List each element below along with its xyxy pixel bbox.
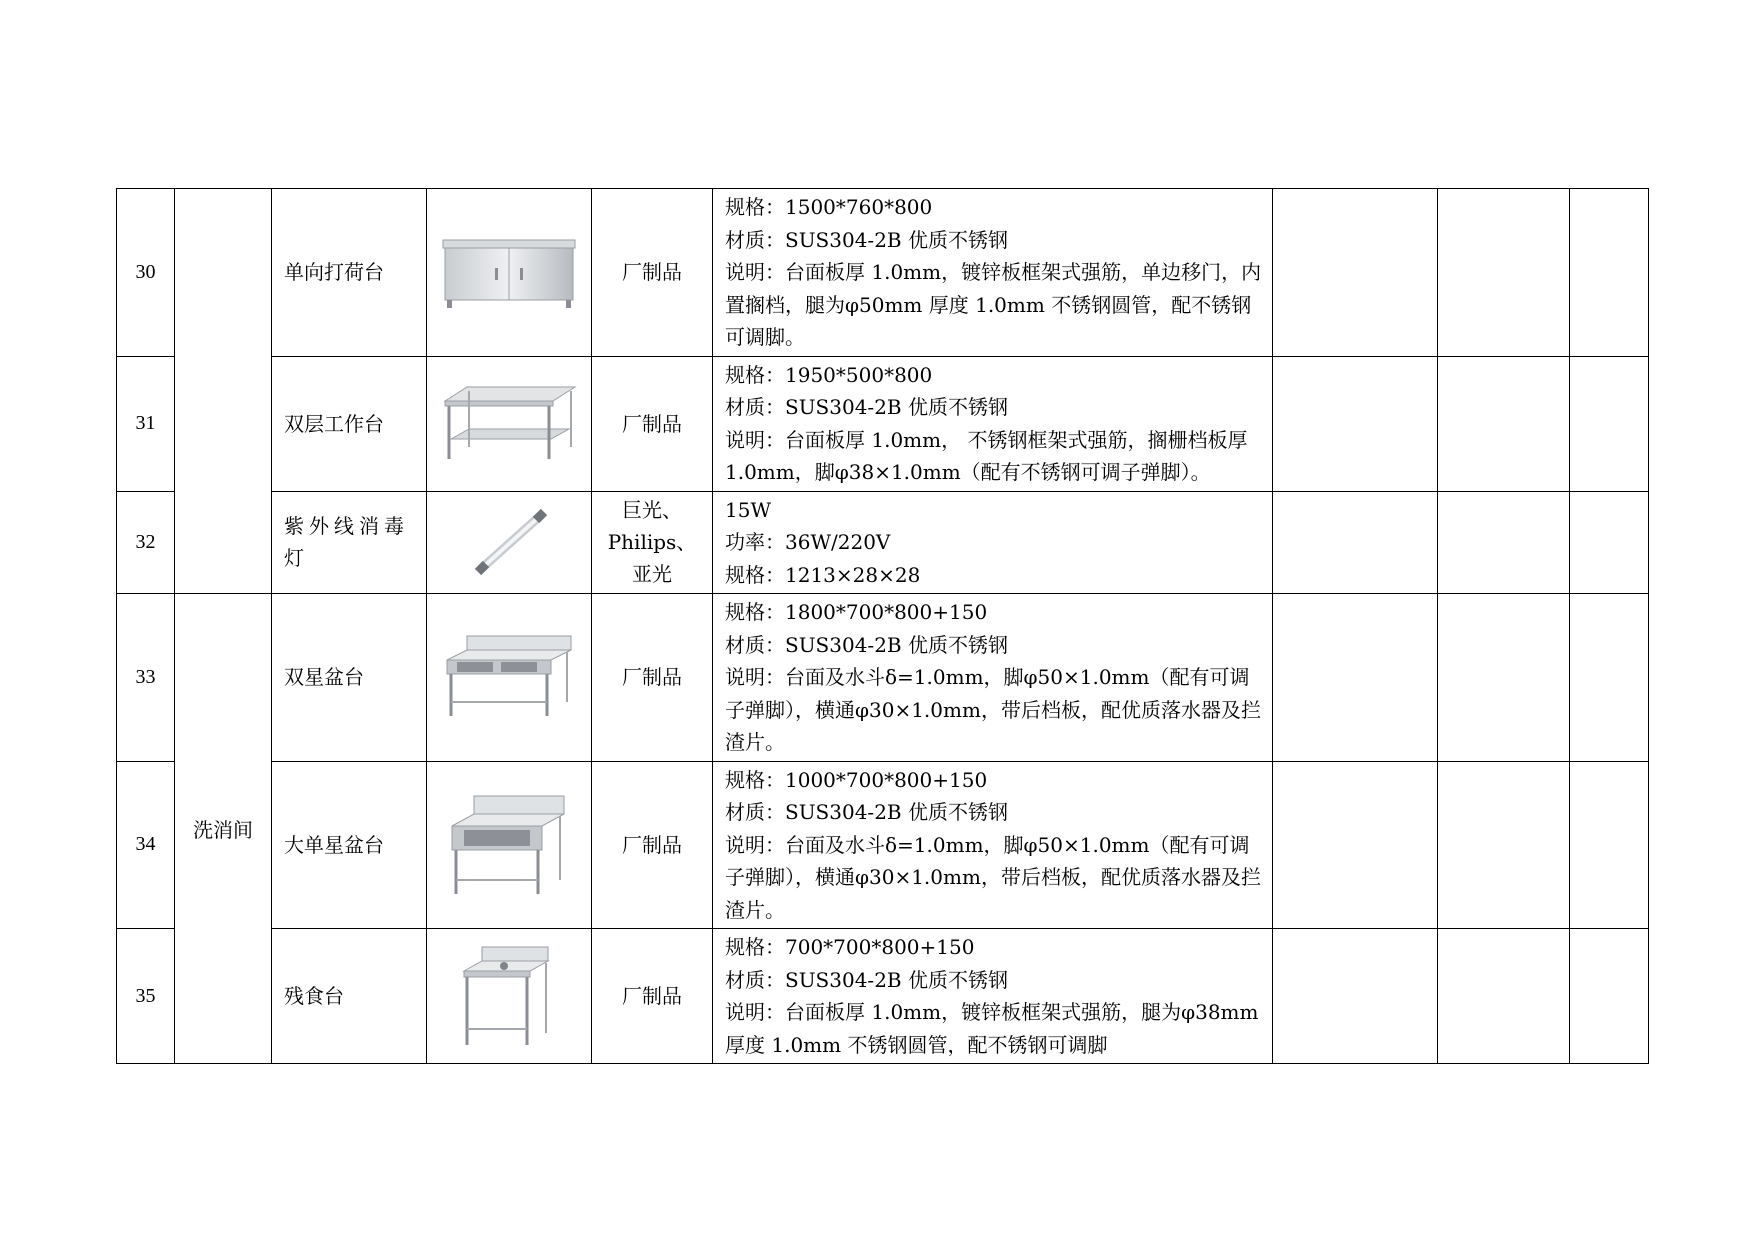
item-description xyxy=(713,929,1273,1064)
item-brand: 厂制品 xyxy=(592,594,713,762)
item-description xyxy=(713,189,1273,357)
item-description xyxy=(713,491,1273,594)
power-line: 功率：36W/220V xyxy=(725,530,891,554)
cabinet-worktable-icon xyxy=(439,232,579,312)
item-brand: 厂制品 xyxy=(592,761,713,929)
area-label: 洗消间 xyxy=(175,594,272,1064)
empty-cell xyxy=(1570,491,1649,594)
item-description xyxy=(713,761,1273,929)
empty-cell xyxy=(1273,761,1438,929)
row-number: 35 xyxy=(117,929,175,1064)
row-number: 31 xyxy=(117,356,175,491)
table-row xyxy=(117,929,1649,1064)
empty-cell xyxy=(1273,356,1438,491)
table-row xyxy=(117,594,1649,762)
table-row xyxy=(117,189,1649,357)
area-cell-empty xyxy=(175,189,272,594)
empty-cell xyxy=(1438,491,1570,594)
item-name: 残食台 xyxy=(272,929,427,1064)
uv-lamp-icon xyxy=(464,502,554,582)
empty-cell xyxy=(1273,929,1438,1064)
single-sink-icon xyxy=(444,790,574,900)
spec-line: 规格：1950*500*800 xyxy=(725,362,933,387)
spec-line: 规格：1500*760*800 xyxy=(725,195,933,219)
material-line: 材质：SUS304-2B 优质不锈钢 xyxy=(725,800,1008,824)
table-row xyxy=(117,356,1649,491)
row-number: 33 xyxy=(117,594,175,762)
note-line: 说明：台面及水斗δ=1.0mm，脚φ50×1.0mm（配有可调子弹脚），横通φ30×1.0mm，带后档板，配优质落水器及拦渣片。 xyxy=(725,832,1261,922)
spec-line: 规格：1000*700*800+150 xyxy=(725,767,988,792)
table-row xyxy=(117,761,1649,929)
material-line: 材质：SUS304-2B 优质不锈钢 xyxy=(725,395,1008,419)
item-name: 双星盆台 xyxy=(272,594,427,762)
table-row xyxy=(117,491,1649,594)
material-line: 材质：SUS304-2B 优质不锈钢 xyxy=(725,632,1008,657)
double-layer-table-icon xyxy=(439,379,579,469)
empty-cell xyxy=(1570,929,1649,1064)
empty-cell xyxy=(1438,929,1570,1064)
equipment-spec-table xyxy=(116,188,1649,1064)
item-name: 紫外线消毒灯 xyxy=(272,491,427,594)
item-image-cell xyxy=(427,491,592,594)
material-line: 材质：SUS304-2B 优质不锈钢 xyxy=(725,967,1008,992)
empty-cell xyxy=(1570,761,1649,929)
empty-cell xyxy=(1570,189,1649,357)
item-name: 单向打荷台 xyxy=(272,189,427,357)
empty-cell xyxy=(1570,356,1649,491)
item-image-cell xyxy=(427,929,592,1064)
spec-line: 规格：700*700*800+150 xyxy=(725,935,975,959)
item-brand xyxy=(592,491,713,594)
empty-cell xyxy=(1438,761,1570,929)
double-sink-icon xyxy=(439,632,579,722)
note-line: 说明：台面板厚 1.0mm，镀锌板框架式强筋，腿为φ38mm 厚度 1.0mm 不锈钢圆管，配不锈钢可调脚 xyxy=(725,1000,1259,1057)
spec-line: 规格：1213×28×28 xyxy=(725,562,921,587)
item-brand: 厂制品 xyxy=(592,189,713,357)
empty-cell xyxy=(1438,356,1570,491)
empty-cell xyxy=(1273,189,1438,357)
empty-cell xyxy=(1438,189,1570,357)
empty-cell xyxy=(1273,491,1438,594)
scrap-table-icon xyxy=(454,941,564,1051)
item-image-cell xyxy=(427,189,592,357)
empty-cell xyxy=(1438,594,1570,762)
empty-cell xyxy=(1570,594,1649,762)
item-image-cell xyxy=(427,356,592,491)
material-line: 材质：SUS304-2B 优质不锈钢 xyxy=(725,227,1008,252)
item-brand: 厂制品 xyxy=(592,929,713,1064)
note-line: 说明：台面及水斗δ=1.0mm，脚φ50×1.0mm（配有可调子弹脚），横通φ30×1.0mm，带后档板，配优质落水器及拦渣片。 xyxy=(725,665,1261,754)
row-number: 32 xyxy=(117,491,175,594)
note-line: 说明：台面板厚 1.0mm， 不锈钢框架式强筋，搁栅档板厚 1.0mm，脚φ38×1.0mm（配有不锈钢可调子弹脚）。 xyxy=(725,427,1248,484)
item-name: 双层工作台 xyxy=(272,356,427,491)
empty-cell xyxy=(1273,594,1438,762)
power-rating-line: 15W xyxy=(725,497,772,522)
note-line: 说明：台面板厚 1.0mm，镀锌板框架式强筋，单边移门，内置搁档，腿为φ50mm 厚度 1.0mm 不锈钢圆管，配不锈钢可调脚。 xyxy=(725,260,1262,349)
item-brand: 厂制品 xyxy=(592,356,713,491)
item-description xyxy=(713,356,1273,491)
item-image-cell xyxy=(427,761,592,929)
row-number: 34 xyxy=(117,761,175,929)
row-number: 30 xyxy=(117,189,175,357)
spec-line: 规格：1800*700*800+150 xyxy=(725,600,988,624)
item-description xyxy=(713,594,1273,762)
item-image-cell xyxy=(427,594,592,762)
item-brand-text: 巨光、Philips、亚光 xyxy=(607,498,697,587)
item-name: 大单星盆台 xyxy=(272,761,427,929)
